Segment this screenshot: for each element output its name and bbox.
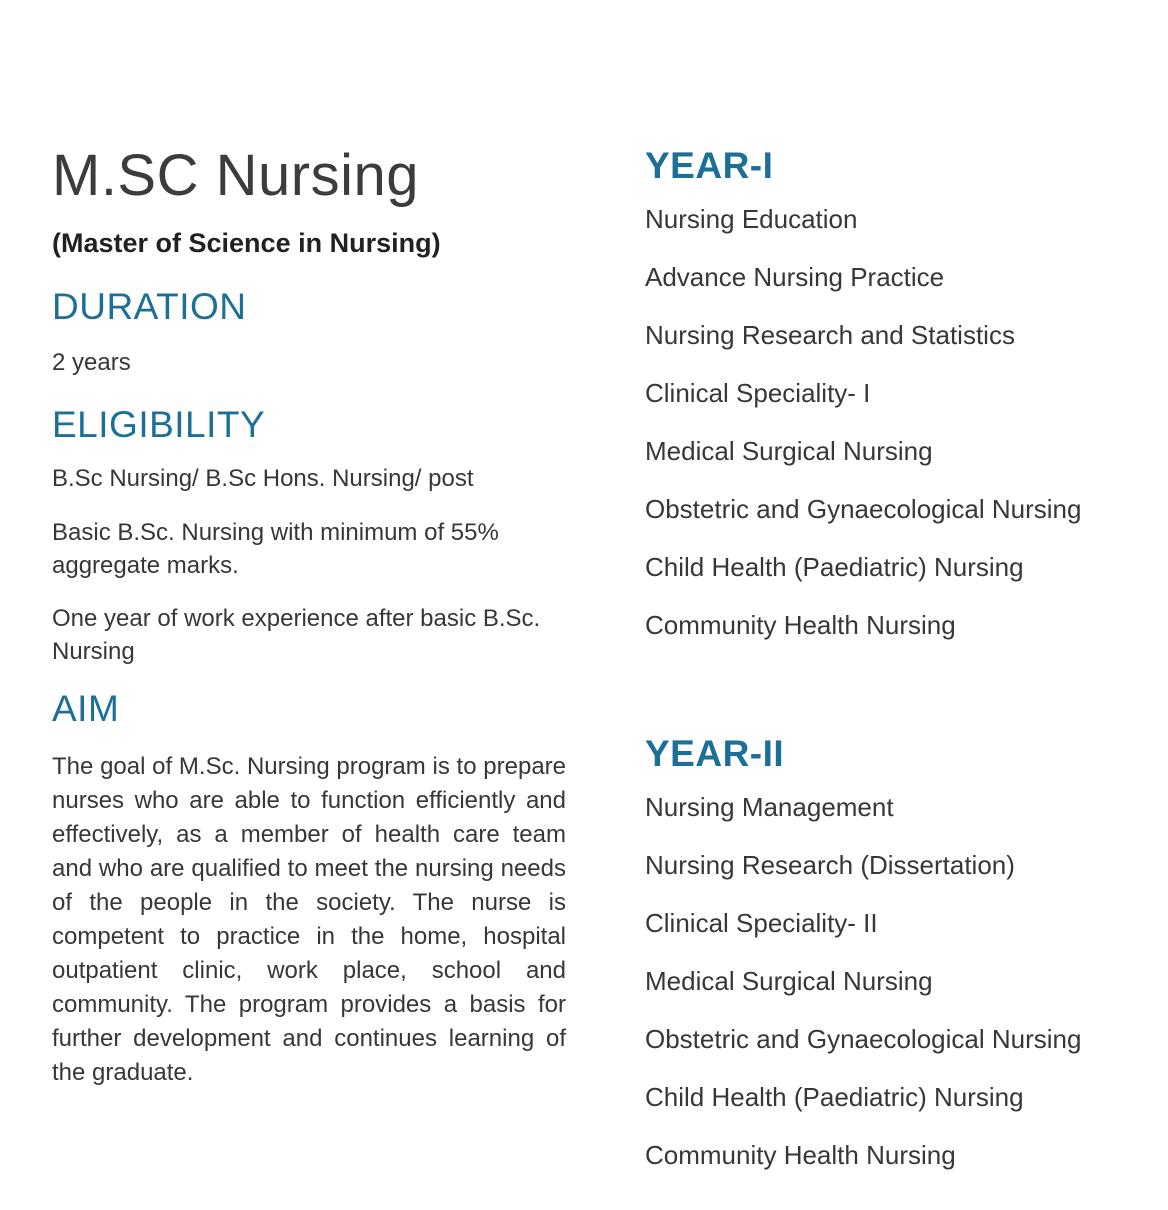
year-1-subject-list [645,202,1145,666]
subject-item: Clinical Speciality- II [645,908,878,938]
year-2-subject-list [645,790,1145,1196]
subject-item: Nursing Research and Statistics [645,320,1015,350]
eligibility-item: Basic B.Sc. Nursing with minimum of 55% aggregate marks. [52,519,499,579]
eligibility-item: B.Sc Nursing/ B.Sc Hons. Nursing/ post [52,465,474,492]
year-2-heading: YEAR-II [645,733,785,774]
subject-item: Community Health Nursing [645,610,956,640]
subject-item: Child Health (Paediatric) Nursing [645,1082,1024,1112]
subject-item: Obstetric and Gynaecological Nursing [645,494,1082,524]
course-title: M.SC Nursing [52,143,419,208]
course-subtitle: (Master of Science in Nursing) [52,228,441,258]
eligibility-heading: ELIGIBILITY [52,404,266,445]
subject-item: Clinical Speciality- I [645,378,871,408]
subject-item: Nursing Management [645,792,894,822]
aim-paragraph: The goal of M.Sc. Nursing program is to prepare nurses who are able to function efficiently and effectively, as a member of health care team and who are qualified to meet the nursing needs of the people in the society. The nurse is competent to practice in the home, hospital outpatient clinic, work place, school and community. The program provides a basis for further development and continues learning of the graduate. [52,753,566,1086]
subject-item: Obstetric and Gynaecological Nursing [645,1024,1082,1054]
duration-value: 2 years [52,349,131,376]
year-1-heading: YEAR-I [645,145,774,186]
subject-item: Nursing Education [645,204,858,234]
course-overview-column [52,138,566,1090]
subject-item: Nursing Research (Dissertation) [645,850,1015,880]
subject-item: Child Health (Paediatric) Nursing [645,552,1024,582]
duration-heading: DURATION [52,286,247,327]
subject-item: Community Health Nursing [645,1140,956,1170]
subject-item: Advance Nursing Practice [645,262,945,292]
year-2-block [645,728,1145,1196]
subject-item: Medical Surgical Nursing [645,436,933,466]
year-1-block [645,140,1145,666]
aim-heading: AIM [52,688,120,729]
subject-item: Medical Surgical Nursing [645,966,933,996]
curriculum-column [645,140,1145,1196]
eligibility-item: One year of work experience after basic B.Sc. Nursing [52,605,541,665]
